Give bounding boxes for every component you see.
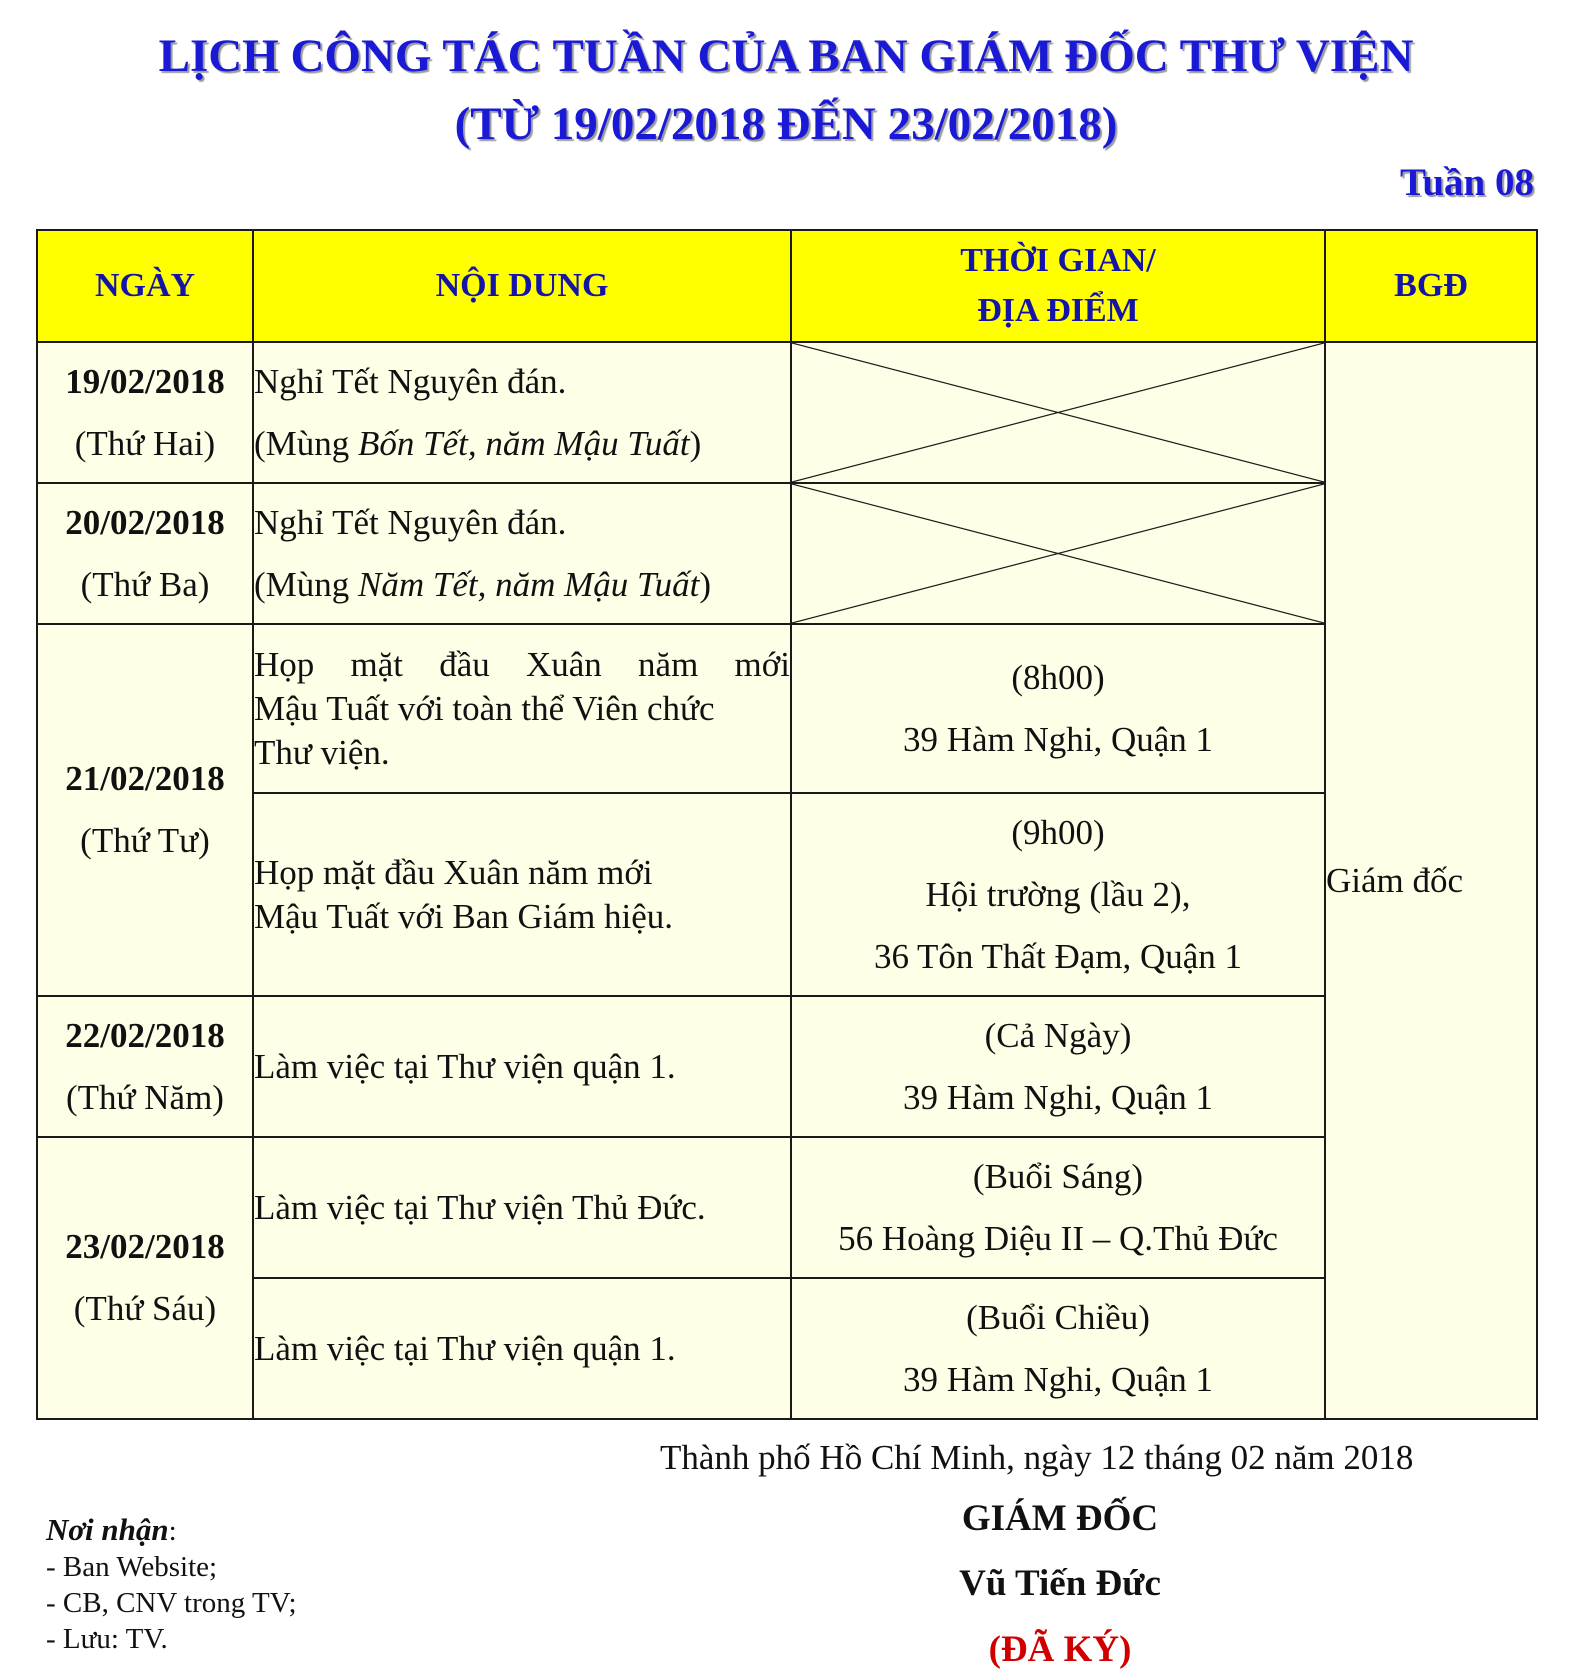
header-time-place — [791, 230, 1325, 342]
content-cell — [253, 1278, 791, 1419]
date-cell — [37, 624, 253, 996]
place-value: 39 Hàm Nghi, Quận 1 — [902, 719, 1214, 759]
place-value: 39 Hàm Nghi, Quận 1 — [902, 1359, 1214, 1399]
date-value: 20/02/2018 — [65, 502, 225, 542]
content-note-pre: (Mùng — [254, 564, 359, 604]
time-value: (Buổi Sáng) — [972, 1156, 1144, 1196]
weekday-value: (Thứ Năm) — [66, 1077, 224, 1117]
header-date: NGÀY — [37, 230, 253, 342]
place-value: 36 Tôn Thất Đạm, Quận 1 — [873, 936, 1243, 976]
time-cell-crossed — [791, 483, 1325, 624]
cross-mark — [792, 484, 1324, 623]
content-cell — [253, 624, 791, 793]
content-note — [254, 413, 790, 475]
content-line: Làm việc tại Thư viện quận 1. — [254, 1046, 676, 1086]
list-item: - Lưu: TV. — [46, 1623, 168, 1655]
content-note-italic: Bốn Tết, năm Mậu Tuất — [358, 423, 690, 463]
place-date-line: Thành phố Hồ Chí Minh, ngày 12 tháng 02 năm 2018 — [660, 1438, 1414, 1477]
date-cell — [37, 483, 253, 624]
content-cell — [253, 1137, 791, 1278]
content-cell — [253, 483, 791, 624]
place-value: 56 Hoàng Diệu II – Q.Thủ Đức — [838, 1218, 1278, 1258]
header-time-line1: THỜI GIAN/ — [960, 242, 1156, 279]
bgd-cell: Giám đốc — [1325, 342, 1537, 1419]
table-row — [37, 1137, 1537, 1278]
content-note — [254, 554, 790, 616]
content-cell — [253, 342, 791, 483]
content-line: Nghỉ Tết Nguyên đán. — [254, 361, 567, 401]
weekday-value: (Thứ Tư) — [80, 821, 210, 860]
date-cell — [37, 1137, 253, 1419]
document-title: LỊCH CÔNG TÁC TUẦN CỦA BAN GIÁM ĐỐC THƯ VIỆN — [158, 30, 1414, 82]
list-item: - CB, CNV trong TV; — [46, 1587, 297, 1619]
time-value: (Buổi Chiều) — [966, 1297, 1150, 1337]
time-cell-crossed — [791, 342, 1325, 483]
content-note-pre: (Mùng — [254, 423, 359, 463]
table-row — [37, 624, 1537, 793]
signer-name: Vũ Tiến Đức — [959, 1563, 1161, 1604]
recipients-head-colon: : — [168, 1515, 177, 1547]
list-item: - Ban Website; — [46, 1551, 218, 1583]
header-time-line2: ĐỊA ĐIỂM — [977, 292, 1139, 329]
date-value: 22/02/2018 — [65, 1015, 225, 1055]
content-note-italic: Năm Tết, năm Mậu Tuất — [358, 564, 700, 604]
time-place-cell — [791, 793, 1325, 996]
date-value: 19/02/2018 — [65, 361, 225, 401]
weekday-value: (Thứ Sáu) — [73, 1289, 217, 1328]
content-line: Thư viện. — [254, 732, 390, 772]
weekday-value: (Thứ Hai) — [74, 423, 216, 463]
recipients-head-label: Nơi nhận — [46, 1512, 169, 1547]
time-value: (9h00) — [1011, 812, 1105, 852]
content-line: Làm việc tại Thư viện Thủ Đức. — [254, 1187, 706, 1227]
content-note-post: ) — [689, 423, 702, 463]
schedule-table — [36, 229, 1538, 1420]
content-line: Làm việc tại Thư viện quận 1. — [254, 1328, 676, 1368]
time-place-cell — [791, 624, 1325, 793]
time-value: (Cả Ngày) — [984, 1015, 1132, 1055]
time-value: (8h00) — [1011, 657, 1105, 697]
recipients-heading — [46, 1512, 297, 1549]
table-row — [37, 342, 1537, 483]
recipients-block — [46, 1512, 297, 1657]
time-place-cell — [791, 996, 1325, 1137]
content-cell — [253, 996, 791, 1137]
document-date-range: (TỪ 19/02/2018 ĐẾN 23/02/2018) — [454, 98, 1118, 150]
table-row — [37, 996, 1537, 1137]
table-row — [37, 483, 1537, 624]
content-line: Mậu Tuất với toàn thể Viên chức — [254, 688, 715, 728]
content-cell — [253, 793, 791, 996]
week-label: Tuần 08 — [1399, 161, 1534, 204]
content-line: Họp mặt đầu Xuân năm mới — [254, 852, 653, 892]
header-content: NỘI DUNG — [253, 230, 791, 342]
time-place-cell — [791, 1137, 1325, 1278]
date-cell — [37, 996, 253, 1137]
date-value: 23/02/2018 — [65, 1227, 225, 1266]
table-row — [37, 1278, 1537, 1419]
date-cell — [37, 342, 253, 483]
content-line: Mậu Tuất với Ban Giám hiệu. — [254, 896, 674, 936]
header-bgd: BGĐ — [1325, 230, 1537, 342]
place-value: Hội trường (lầu 2), — [925, 874, 1191, 914]
date-value: 21/02/2018 — [65, 759, 225, 798]
time-place-cell — [791, 1278, 1325, 1419]
signer-title: GIÁM ĐỐC — [961, 1498, 1159, 1539]
place-value: 39 Hàm Nghi, Quận 1 — [902, 1077, 1214, 1117]
weekday-value: (Thứ Ba) — [80, 564, 210, 604]
table-header-row — [37, 230, 1537, 342]
cross-mark — [792, 343, 1324, 482]
content-note-post: ) — [699, 564, 711, 604]
content-line: Nghỉ Tết Nguyên đán. — [254, 502, 567, 542]
content-line: Họp mặt đầu Xuân năm mới — [254, 644, 790, 684]
signed-status: (ĐÃ KÝ) — [988, 1629, 1132, 1670]
table-row — [37, 793, 1537, 996]
